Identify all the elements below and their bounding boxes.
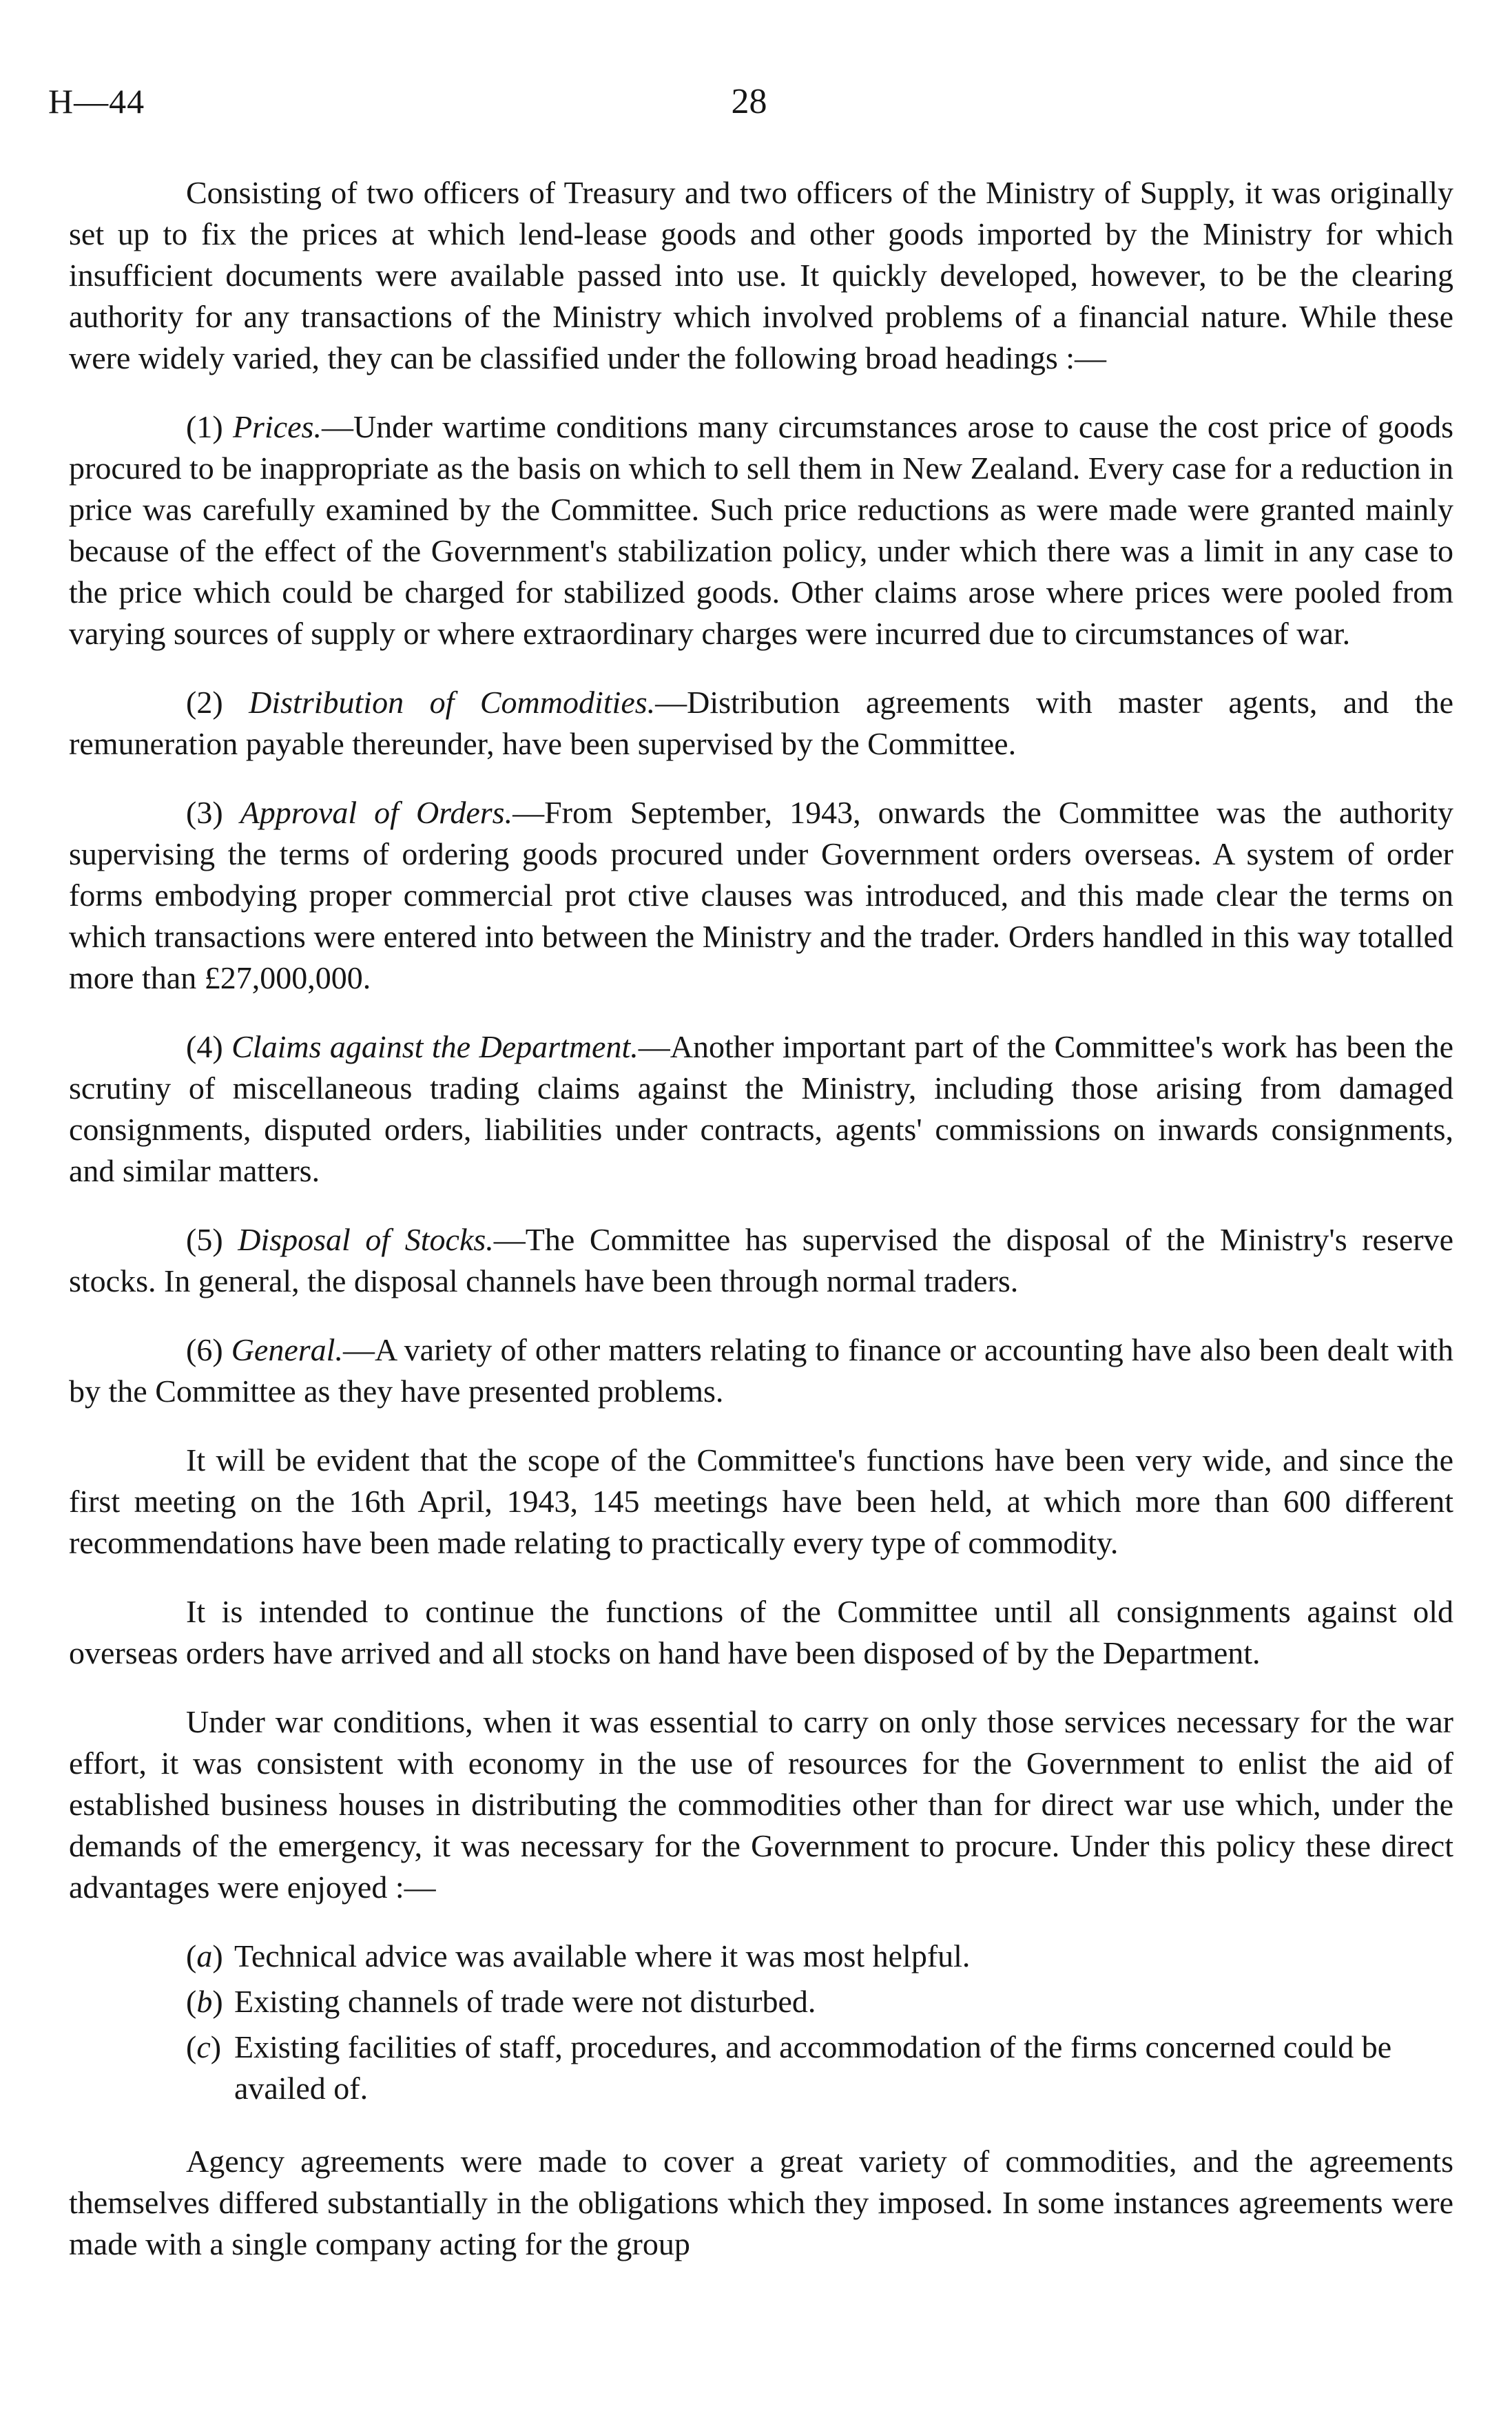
item-text: —Under wartime conditions many circumstances arose to cause the cost price of goods procured to be inappropriate as the basis on which to sell them in New Zealand. Every case for a reduction in price was carefully examined by the Committee. Such price reductions as were made were granted mainly because of the effect of the Government's stabilization policy, under which there was a limit in any case to the price which could be charged for stabilized goods. Other claims arose where prices were pooled from varying sources of supply or where extraordinary charges were incurred due to circumstances of war.: [69, 409, 1453, 651]
item-number: (4): [186, 1029, 223, 1064]
intro-paragraph: Consisting of two officers of Treasury and two officers of the Ministry of Supply, it was originally set up to fix the prices at which lend-lease goods and other goods imported by the Ministry for which insufficient documents were available passed into use. It quickly developed, however, to be the clearing authority for any transactions of the Ministry which involved problems of a financial nature. While these were widely varied, they can be classified under the following broad headings :—: [69, 175, 1453, 375]
page-number: 28: [731, 82, 767, 121]
item-text: —Another important part of the Committee's work has been the scrutiny of miscellaneous trading claims against the Ministry, including those arising from damaged consignments, disputed orders, liabilities under contracts, agents' commissions on inwards consignments, and similar matters.: [69, 1029, 1453, 1188]
item-heading: Claims against the Department.: [231, 1029, 639, 1064]
item-heading: Approval of Orders.: [240, 795, 513, 830]
item-number: (2): [186, 685, 223, 720]
agency-paragraph: Agency agreements were made to cover a great variety of commodities, and the agreements themselves differed substantially in the obligations which they imposed. In some instances agreements were made with a single company acting for the group: [69, 2144, 1453, 2261]
item-number: (3): [186, 795, 223, 830]
item-disposal: [69, 1219, 1453, 1302]
continue-paragraph: It is intended to continue the functions of the Committee until all consignments against old overseas orders have arrived and all stocks on hand have been disposed of by the Department.: [69, 1594, 1453, 1670]
document-reference: H—44: [48, 82, 145, 121]
item-general: [69, 1329, 1453, 1412]
advantages-list: [69, 1936, 1453, 2109]
page-header: [48, 81, 1450, 136]
list-marker: (b): [186, 1984, 223, 2019]
item-number: (5): [186, 1222, 223, 1257]
scope-paragraph: It will be evident that the scope of the Committee's functions have been very wide, and since the first meeting on the 16th April, 1943, 145 meetings have been held, at which more than 600 different recommendations have been made relating to practically every type of commodity.: [69, 1442, 1453, 1560]
list-item-text: Existing facilities of staff, procedures, and accommodation of the firms concerned could be availed of.: [234, 2029, 1392, 2106]
item-approval: [69, 792, 1453, 999]
item-text: —Distribution agreements with master agents, and the remuneration payable thereunder, have been supervised by the Committee.: [69, 685, 1454, 761]
list-item: [69, 2027, 1453, 2109]
list-item: [69, 1936, 1453, 1977]
item-distribution: [69, 682, 1453, 765]
item-heading: General.: [231, 1332, 343, 1367]
item-number: (6): [186, 1332, 223, 1367]
body-text: [69, 172, 1453, 2292]
list-item: [69, 1981, 1453, 2022]
item-text: —A variety of other matters relating to finance or accounting have also been dealt with by the Committee as they have presented problems.: [69, 1332, 1453, 1409]
list-item-text: Technical advice was available where it was most helpful.: [234, 1938, 971, 1973]
list-marker: (a): [186, 1938, 223, 1973]
war-conditions-paragraph: Under war conditions, when it was essential to carry on only those services necessary for the war effort, it was consistent with economy in the use of resources for the Government to enlist the aid of established business houses in distributing the commodities other than for direct war use which, under the demands of the emergency, it was necessary for the Government to procure. Under this policy these direct advantages were enjoyed :—: [69, 1704, 1453, 1905]
list-marker: (c): [186, 2029, 222, 2064]
item-heading: Distribution of Commodities.: [249, 685, 656, 720]
item-text: —From September, 1943, onwards the Committee was the authority supervising the terms of ordering goods procured under Government orders overseas. A system of order forms embodying proper commercial prot ctive clauses was introduced, and this made clear the terms on which transactions were entered into between the Ministry and the trader. Orders handled in this way totalled more than £27,000,000.: [69, 795, 1454, 995]
item-prices: [69, 406, 1453, 654]
item-number: (1): [186, 409, 223, 444]
item-heading: Prices.: [232, 409, 322, 444]
item-text: —The Committee has supervised the disposal of the Ministry's reserve stocks. In general, the disposal channels have been through normal traders.: [69, 1222, 1454, 1298]
list-item-text: Existing channels of trade were not disturbed.: [234, 1984, 816, 2019]
item-heading: Disposal of Stocks.: [238, 1222, 494, 1257]
item-claims: [69, 1026, 1453, 1192]
